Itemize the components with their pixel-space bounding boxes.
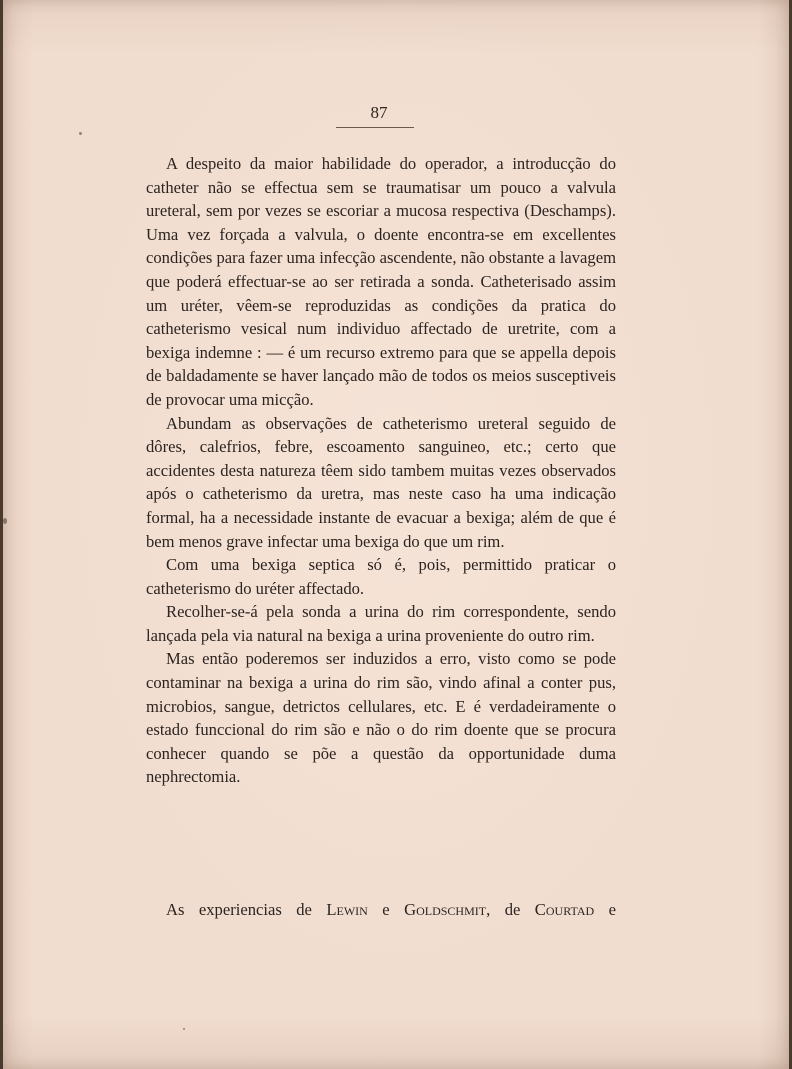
page-number-rule xyxy=(336,127,414,128)
paragraph-3: Com uma bexiga septica só é, pois, permittido praticar o catheterismo do uréter affectado. xyxy=(146,555,616,598)
paragraph-5: Mas então poderemos ser induzidos a erro, visto como se pode contaminar na bexiga a urina do rim são, vindo afinal a conter pus, microbios, sangue, detrictos cellulares, etc. E é verdadeiramente o estado funccional do rim são e não o do rim doente que se procura conhecer quando se põe a questão da opportunidade duma nephrectomia. xyxy=(146,649,616,787)
continuation-line xyxy=(166,898,616,922)
paper-speck xyxy=(183,1028,185,1030)
book-page xyxy=(3,0,789,1069)
paper-speck xyxy=(3,518,7,524)
page-number: 87 xyxy=(370,103,388,122)
paragraph-2: Abundam as observações de catheterismo ureteral seguido de dôres, calefrios, febre, escoamento sanguineo, etc.; certo que accidentes desta natureza têem sido tambem muitas vezes observados após o catheterismo da uretra, mas neste caso ha uma indicação formal, ha a necessidade instante de evacuar a bexiga; além de que é bem menos grave infectar uma bexiga do que um rim. xyxy=(146,413,616,551)
body-text xyxy=(146,152,616,789)
author-name-lewin: Lewin xyxy=(326,900,368,919)
continuation-separator: , de xyxy=(486,900,535,919)
paper-speck xyxy=(79,132,82,135)
paragraph-1: A despeito da maior habilidade do operador, a introducção do catheter não se effectua sem se traumatisar um pouco a valvula ureteral, sem por vezes se escoriar a mucosa respectiva (Deschamps). Uma vez forçada a valvula, o doente encontra-se em excellentes condições para fazer uma infecção ascendente, não obstante a lavagem que poderá effectuar-se ao ser retirada a sonda. Catheterisado assim um uréter, vêem-se reproduzidas as condições da pratica do catheterismo vesical num individuo affectado de uretrite, com a bexiga indemne : — é um recurso extremo para que se appella depois de baldadamente se haver lançado mão de todos os meios susceptiveis de provocar uma micção. xyxy=(146,154,616,409)
continuation-prefix: As experiencias de xyxy=(166,900,327,919)
author-name-goldschmit: Goldschmit xyxy=(404,900,487,919)
paragraph-4: Recolher-se-á pela sonda a urina do rim correspondente, sendo lançada pela via natural na bexiga a urina proveniente do outro rim. xyxy=(146,602,616,645)
author-name-courtad: Courtad xyxy=(534,900,595,919)
continuation-suffix: e xyxy=(594,900,616,919)
continuation-conjunction: e xyxy=(367,900,405,919)
